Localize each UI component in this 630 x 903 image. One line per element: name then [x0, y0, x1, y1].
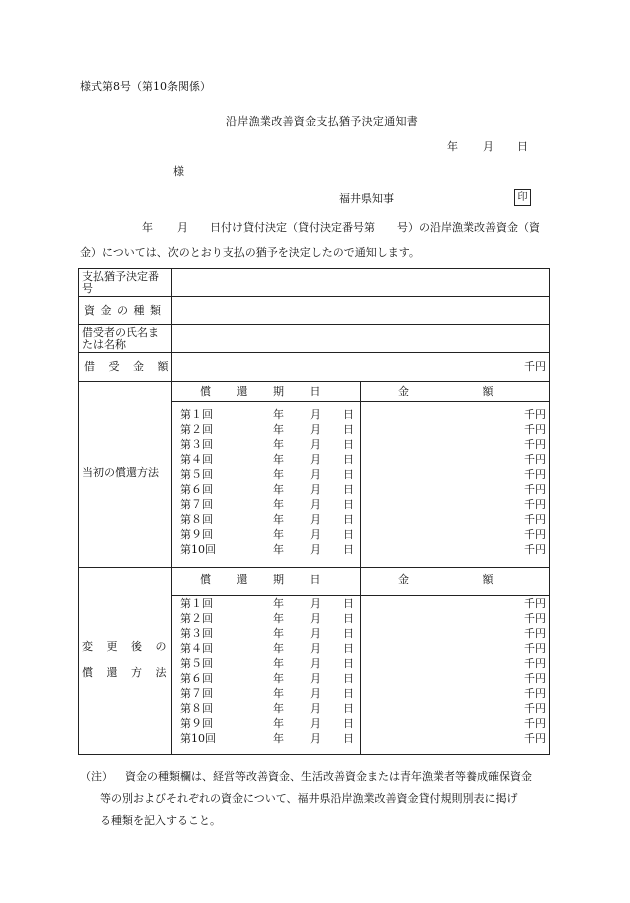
year-cell-original-10: 年	[273, 543, 284, 556]
units-changed	[524, 596, 546, 746]
installment-label-original-1: 第１回	[180, 408, 213, 421]
installment-label-original-8: 第８回	[180, 513, 213, 526]
label-decision-number: 支払猶予決定番号	[82, 270, 159, 295]
day-cell-original-2: 日	[343, 423, 354, 436]
amount-unit-original-4: 千円	[524, 453, 546, 466]
day-cell-changed-10: 日	[343, 732, 354, 745]
month-cell-original-6: 月	[310, 483, 321, 496]
day-cell-original-7: 日	[343, 498, 354, 511]
day-cell-changed-7: 日	[343, 687, 354, 700]
amount-unit-original-7: 千円	[524, 498, 546, 511]
amount-unit-original-5: 千円	[524, 468, 546, 481]
installment-label-changed-7: 第７回	[180, 687, 213, 700]
installment-label-original-5: 第５回	[180, 468, 213, 481]
years-changed	[273, 596, 284, 746]
amount-unit-changed-3: 千円	[524, 627, 546, 640]
year-cell-original-2: 年	[273, 423, 284, 436]
year-cell-changed-4: 年	[273, 642, 284, 655]
month-cell-original-1: 月	[310, 408, 321, 421]
year-cell-original-9: 年	[273, 528, 284, 541]
label-loan-amount: 借 受 金 額	[84, 360, 174, 373]
month-cell-original-3: 月	[310, 438, 321, 451]
seal-stamp: 印	[514, 189, 531, 206]
day-cell-changed-5: 日	[343, 657, 354, 670]
header-amount-1: 金 額	[398, 385, 494, 398]
year-cell-original-3: 年	[273, 438, 284, 451]
year-cell-changed-6: 年	[273, 672, 284, 685]
installment-label-changed-9: 第９回	[180, 717, 213, 730]
date-month: 月	[483, 140, 494, 153]
days-changed	[343, 596, 354, 746]
amount-unit-original-2: 千円	[524, 423, 546, 436]
installment-label-changed-2: 第２回	[180, 612, 213, 625]
body-line-2: 金）については、次のとおり支払の猶予を決定したので通知します。	[80, 246, 420, 259]
footnote-line-3: る種類を記入すること。	[100, 814, 221, 827]
installment-label-original-3: 第３回	[180, 438, 213, 451]
year-cell-changed-8: 年	[273, 702, 284, 715]
year-cell-changed-1: 年	[273, 597, 284, 610]
month-cell-changed-2: 月	[310, 612, 321, 625]
day-cell-changed-2: 日	[343, 612, 354, 625]
date-day: 日	[517, 140, 528, 153]
label-fund-type: 資 金 の 種 類	[84, 304, 162, 317]
amount-unit-original-9: 千円	[524, 528, 546, 541]
year-cell-original-8: 年	[273, 513, 284, 526]
day-cell-changed-9: 日	[343, 717, 354, 730]
day-cell-original-3: 日	[343, 438, 354, 451]
label-borrower: 借受者の氏名または名称	[82, 326, 159, 351]
installment-label-original-9: 第９回	[180, 528, 213, 541]
day-cell-original-1: 日	[343, 408, 354, 421]
day-cell-changed-8: 日	[343, 702, 354, 715]
month-cell-original-7: 月	[310, 498, 321, 511]
amount-unit-changed-1: 千円	[524, 597, 546, 610]
installment-label-changed-8: 第８回	[180, 702, 213, 715]
year-cell-changed-2: 年	[273, 612, 284, 625]
form-number: 様式第8号（第10条関係）	[80, 80, 211, 93]
amount-unit-original-10: 千円	[524, 543, 546, 556]
year-cell-changed-10: 年	[273, 732, 284, 745]
month-cell-changed-3: 月	[310, 627, 321, 640]
month-cell-original-9: 月	[310, 528, 321, 541]
day-cell-changed-3: 日	[343, 627, 354, 640]
years-original	[273, 407, 284, 557]
months-changed	[310, 596, 321, 746]
body-text-b: 号）の沿岸漁業改善資金（資	[397, 221, 540, 234]
day-cell-original-10: 日	[343, 543, 354, 556]
month-cell-changed-8: 月	[310, 702, 321, 715]
amount-unit-changed-6: 千円	[524, 672, 546, 685]
amount-unit-original-1: 千円	[524, 408, 546, 421]
units-original	[524, 407, 546, 557]
installment-label-original-10: 第10回	[180, 543, 216, 556]
body-month: 月	[177, 221, 188, 234]
installment-label-changed-3: 第３回	[180, 627, 213, 640]
amount-unit-changed-4: 千円	[524, 642, 546, 655]
amount-unit-original-6: 千円	[524, 483, 546, 496]
header-period-1: 償 還 期 日	[200, 385, 323, 398]
footnote-prefix: （注）	[80, 770, 113, 783]
installment-label-changed-5: 第５回	[180, 657, 213, 670]
month-cell-changed-7: 月	[310, 687, 321, 700]
months-original	[310, 407, 321, 557]
label-changed-method-2: 償 還 方 法	[82, 666, 167, 679]
month-cell-changed-6: 月	[310, 672, 321, 685]
addressee-suffix: 様	[173, 165, 184, 178]
year-cell-original-5: 年	[273, 468, 284, 481]
amount-unit-original-3: 千円	[524, 438, 546, 451]
month-cell-changed-10: 月	[310, 732, 321, 745]
day-cell-original-4: 日	[343, 453, 354, 466]
month-cell-original-10: 月	[310, 543, 321, 556]
month-cell-changed-4: 月	[310, 642, 321, 655]
amount-unit-changed-2: 千円	[524, 612, 546, 625]
loan-amount-unit: 千円	[524, 360, 546, 373]
issuer: 福井県知事	[339, 192, 394, 205]
body-year: 年	[142, 221, 153, 234]
installment-label-changed-1: 第１回	[180, 597, 213, 610]
installments-changed	[180, 596, 216, 746]
installments-original	[180, 407, 216, 557]
amount-unit-changed-7: 千円	[524, 687, 546, 700]
amount-unit-changed-8: 千円	[524, 702, 546, 715]
installment-label-changed-6: 第６回	[180, 672, 213, 685]
year-cell-original-7: 年	[273, 498, 284, 511]
document-title: 沿岸漁業改善資金支払猶予決定通知書	[226, 115, 419, 128]
month-cell-original-5: 月	[310, 468, 321, 481]
installment-label-original-7: 第７回	[180, 498, 213, 511]
amount-unit-original-8: 千円	[524, 513, 546, 526]
day-cell-original-9: 日	[343, 528, 354, 541]
day-cell-original-8: 日	[343, 513, 354, 526]
footnote-line-1: 資金の種類欄は、経営等改善資金、生活改善資金または青年漁業者等養成確保資金	[125, 770, 532, 783]
year-cell-original-6: 年	[273, 483, 284, 496]
footnote	[80, 766, 555, 832]
month-cell-changed-1: 月	[310, 597, 321, 610]
footnote-line-2: 等の別およびそれぞれの資金について、福井県沿岸漁業改善資金貸付規則別表に掲げ	[100, 792, 518, 805]
body-line-1	[80, 222, 540, 233]
date-year: 年	[447, 140, 458, 153]
year-cell-changed-7: 年	[273, 687, 284, 700]
day-cell-original-5: 日	[343, 468, 354, 481]
amount-unit-changed-9: 千円	[524, 717, 546, 730]
installment-label-original-4: 第４回	[180, 453, 213, 466]
year-cell-changed-3: 年	[273, 627, 284, 640]
days-original	[343, 407, 354, 557]
month-cell-original-4: 月	[310, 453, 321, 466]
day-cell-original-6: 日	[343, 483, 354, 496]
amount-unit-changed-5: 千円	[524, 657, 546, 670]
day-cell-changed-1: 日	[343, 597, 354, 610]
year-cell-changed-9: 年	[273, 717, 284, 730]
installment-label-original-2: 第２回	[180, 423, 213, 436]
year-cell-original-1: 年	[273, 408, 284, 421]
installment-label-original-6: 第６回	[180, 483, 213, 496]
month-cell-original-2: 月	[310, 423, 321, 436]
body-text-a: 日付け貸付決定（貸付決定番号第	[210, 221, 375, 234]
day-cell-changed-6: 日	[343, 672, 354, 685]
label-original-method: 当初の償還方法	[82, 466, 159, 479]
year-cell-original-4: 年	[273, 453, 284, 466]
installment-label-changed-4: 第４回	[180, 642, 213, 655]
year-cell-changed-5: 年	[273, 657, 284, 670]
amount-unit-changed-10: 千円	[524, 732, 546, 745]
header-amount-2: 金 額	[398, 573, 494, 586]
label-changed-method-1: 変 更 後 の	[82, 640, 167, 653]
installment-label-changed-10: 第10回	[180, 732, 216, 745]
month-cell-original-8: 月	[310, 513, 321, 526]
day-cell-changed-4: 日	[343, 642, 354, 655]
header-period-2: 償 還 期 日	[200, 573, 323, 586]
month-cell-changed-9: 月	[310, 717, 321, 730]
month-cell-changed-5: 月	[310, 657, 321, 670]
